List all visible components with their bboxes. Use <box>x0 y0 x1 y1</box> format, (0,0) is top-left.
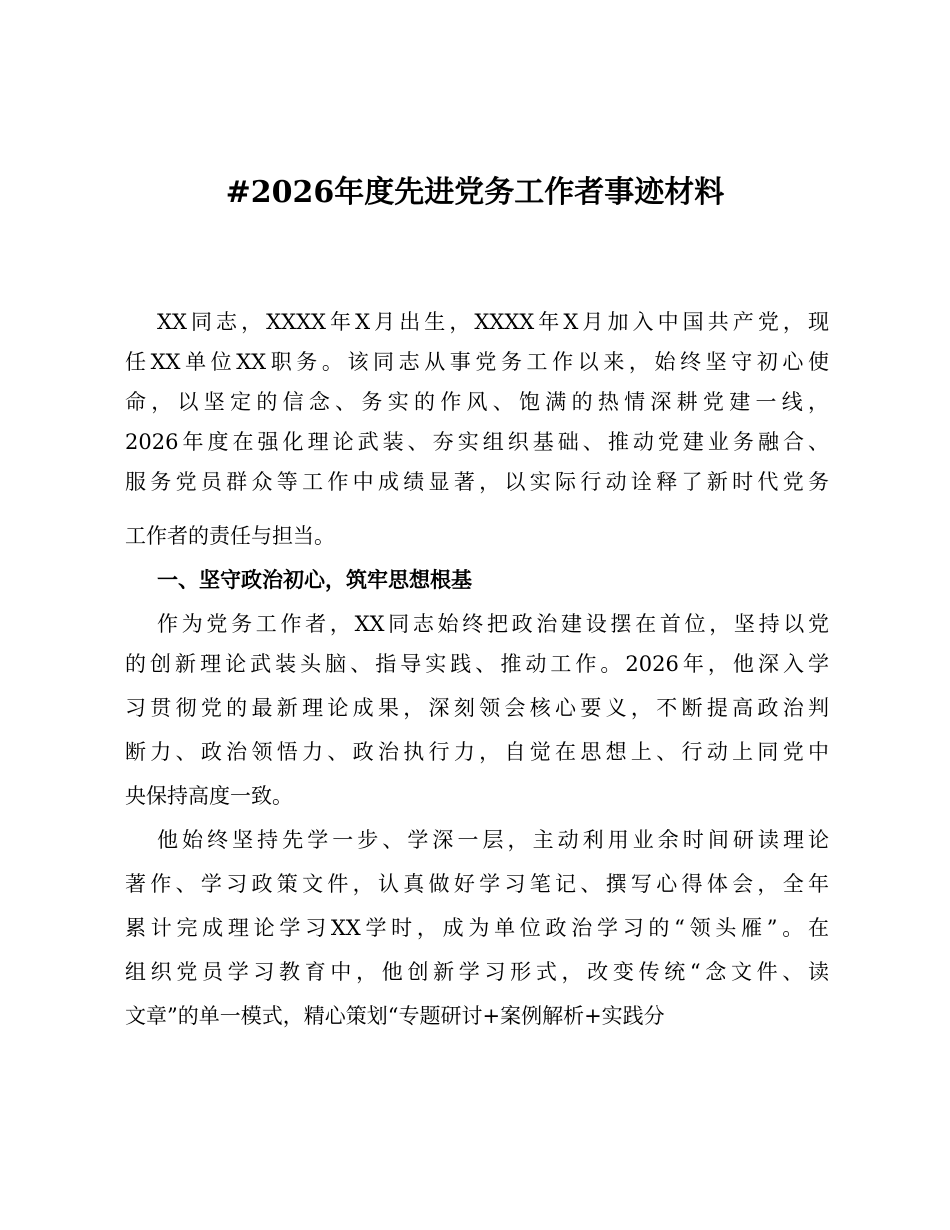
paragraph-line: 工作者的责任与担当。 <box>125 524 335 548</box>
section-heading: 一、坚守政治初心，筑牢思想根基 <box>157 568 472 592</box>
paragraph-line: 断力、政治领悟力、政治执行力，自觉在思想上、行动上同党中 <box>125 740 829 764</box>
paragraph-line: XX同志，XXXX年X月出生，XXXX年X月加入中国共产党，现 <box>157 310 829 334</box>
paragraph-line: 的创新理论武装头脑、指导实践、推动工作。2026年，他深入学 <box>125 652 829 676</box>
paragraph-line: 命，以坚定的信念、务实的作风、饱满的热情深耕党建一线， <box>125 390 829 414</box>
paragraph-line: 累计完成理论学习XX学时，成为单位政治学习的“领头雁”。在 <box>125 916 829 940</box>
paragraph-line: 著作、学习政策文件，认真做好学习笔记、撰写心得体会，全年 <box>125 872 829 896</box>
paragraph-line: 央保持高度一致。 <box>125 784 293 808</box>
paragraph-line: 服务党员群众等工作中成绩显著，以实际行动诠释了新时代党务 <box>125 470 829 494</box>
paragraph-line: 他始终坚持先学一步、学深一层，主动利用业余时间研读理论 <box>157 828 829 852</box>
paragraph-line: 文章”的单一模式，精心策划“专题研讨+案例解析+实践分 <box>125 1004 665 1028</box>
paragraph-line: 习贯彻党的最新理论成果，深刻领会核心要义，不断提高政治判 <box>125 696 829 720</box>
paragraph-line: 组织党员学习教育中，他创新学习形式，改变传统“念文件、读 <box>125 960 829 984</box>
paragraph-line: 作为党务工作者，XX同志始终把政治建设摆在首位，坚持以党 <box>157 612 829 636</box>
paragraph-line: 2026年度在强化理论武装、夯实组织基础、推动党建业务融合、 <box>125 430 829 454</box>
document-title: #2026年度先进党务工作者事迹材料 <box>225 175 725 210</box>
paragraph-line: 任XX单位XX职务。该同志从事党务工作以来，始终坚守初心使 <box>125 350 829 374</box>
